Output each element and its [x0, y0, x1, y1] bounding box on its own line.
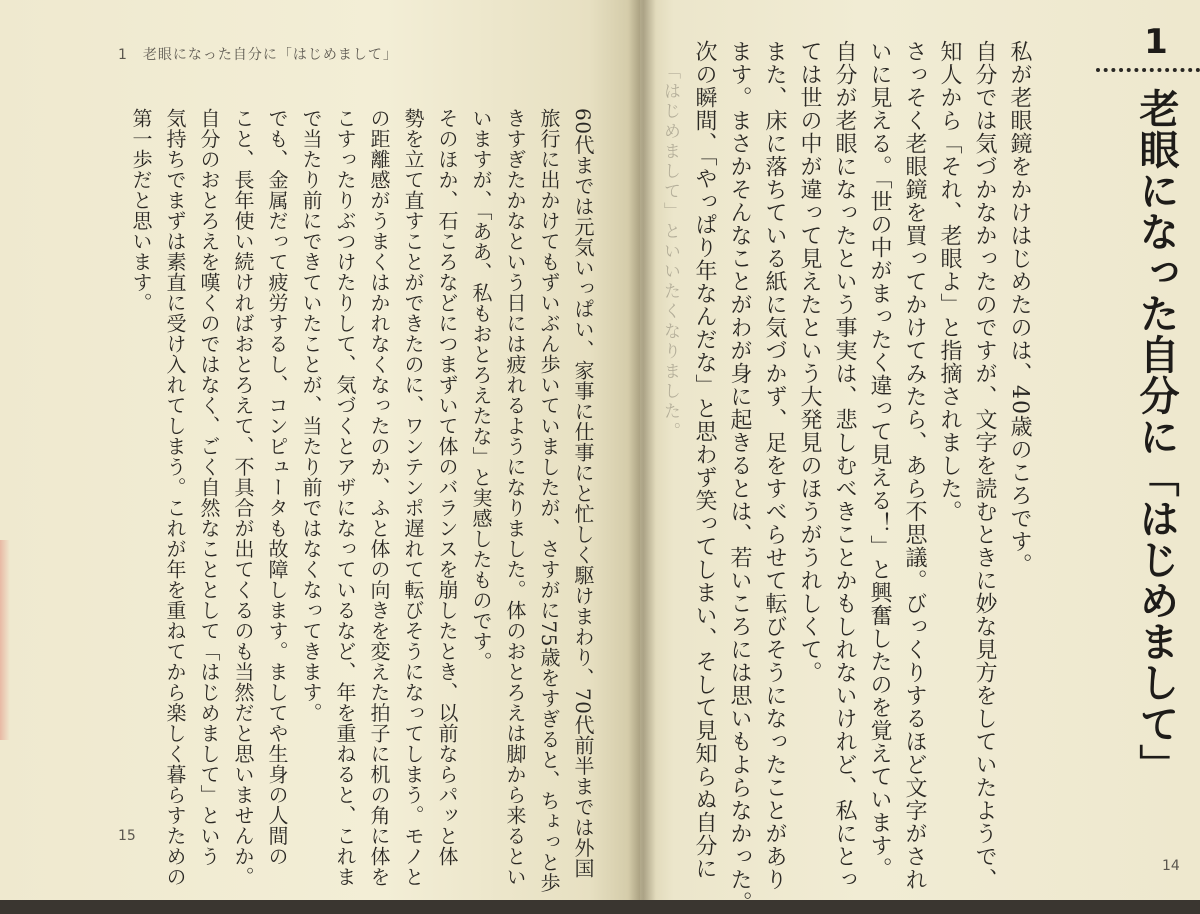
left-line-4: いますが、「ああ、私もおとろえたな」と実感したものです。: [469, 108, 493, 672]
left-line-1: 60代までは元気いっぱい、家事に仕事にと忙しく駆けまわり、70代前半までは外国: [571, 108, 595, 879]
page-number-right: 14: [1162, 858, 1180, 874]
left-line-14: 第一歩だと思います。: [129, 108, 153, 313]
left-line-10: でも、金属だって疲労するし、コンピュータも故障します。ましてや生身の人間の: [265, 108, 289, 867]
left-line-11: こと、長年使い続ければおとろえて、不具合が出てくるのも当然だと思いませんか。: [231, 108, 255, 887]
pencil-annotation: 「はじめまして」といいたくなりました。: [660, 62, 680, 442]
left-line-6: 勢を立て直すことができたのに、ワンテンポ遅れて転びそうになってしまう。モノと: [401, 108, 425, 887]
right-line-6: 自分が老眼になったという事実は、悲しむべきことかもしれないけれど、私にとっ: [832, 40, 857, 891]
left-line-3: きすぎたかなという日には疲れるようになりました。体のおとろえは脚から来るとい: [503, 108, 527, 887]
left-line-12: 自分のおとろえを嘆くのではなく、ごく自然なこととして「はじめまして」という: [197, 108, 221, 867]
left-line-13: 気持ちでまずは素直に受け入れてしまう。これが年を重ねてから楽しく暮らすための: [163, 108, 187, 887]
left-line-8: こすったりぶつけたりして、気づくとアザになっているなど、年を重ねると、これま: [333, 108, 357, 887]
chapter-number: 1: [1144, 22, 1168, 62]
right-line-9: ます。まさかそんなことがわが身に起きるとは、若いころには思いもよらなかった。: [727, 40, 752, 914]
right-line-4: さっそく老眼鏡を買ってかけてみたら、あら不思議。びっくりするほど文字がされ: [902, 40, 927, 891]
right-line-7: ては世の中が違って見えたという大発見のほうがうれしくて。: [797, 40, 822, 684]
left-line-7: の距離感がうまくはかれなくなったのか、ふと体の向きを変えた拍子に机の角に体を: [367, 108, 391, 887]
left-line-2: 旅行に出かけてもずいぶん歩いていましたが、さすがに75歳をすぎると、ちょっと歩: [537, 108, 561, 893]
chapter-dotted-rule: [1096, 68, 1200, 72]
left-line-5: そのほか、石ころなどにつまずいて体のバランスを崩したとき、以前ならパッと体: [435, 108, 459, 867]
right-line-8: また、床に落ちている紙に気づかず、足をすべらせて転びそうになったことがあり: [762, 40, 787, 891]
right-line-3: 知人から「それ、老眼よ」と指摘されました。: [937, 40, 962, 523]
right-line-5: いに見える。「世の中がまったく違って見える！」と興奮したのを覚えています。: [867, 40, 892, 880]
book-gutter: [628, 0, 656, 900]
running-head: 1 老眼になった自分に「はじめまして」: [118, 47, 398, 63]
right-line-2: 自分では気づかなかったのですが、文字を読むときに妙な見方をしていたようで、: [972, 40, 997, 891]
left-line-9: で当たり前にできていたことが、当たり前ではなくなってきます。: [299, 108, 323, 723]
right-line-1: 私が老眼鏡をかけはじめたのは、40歳のころです。: [1007, 40, 1032, 576]
page-edge-tint: [0, 540, 10, 740]
chapter-title: 老眼になった自分に「はじめまして」: [1133, 88, 1179, 785]
right-line-10: 次の瞬間、「やっぱり年なんだな」と思わず笑ってしまい、そして見知らぬ自分に: [692, 40, 717, 880]
page-number-left: 15: [118, 828, 136, 844]
right-body-text: [665, 40, 1037, 914]
